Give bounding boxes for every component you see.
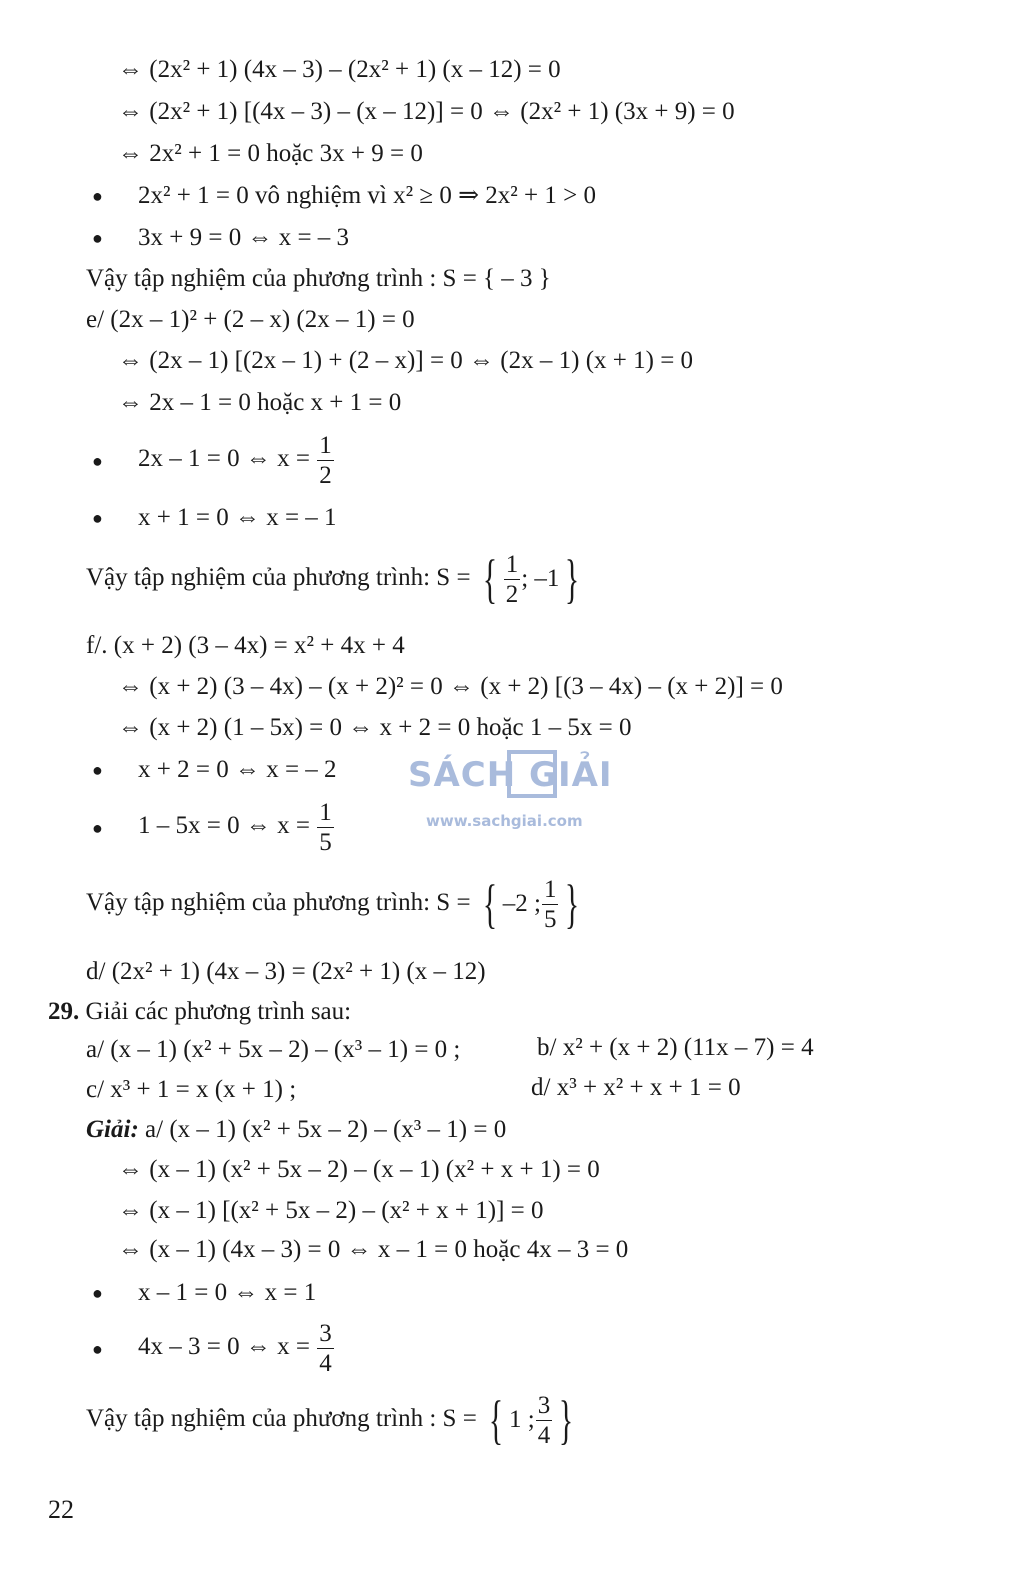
conclusion: [86, 1386, 579, 1453]
equation-line: ⇔ 2x – 1 = 0 hoặc x + 1 = 0: [118, 389, 402, 416]
problem-number: 29.: [48, 998, 80, 1025]
bullet-icon: ●: [92, 451, 103, 471]
problem-d-title: d/ (2x² + 1) (4x – 3) = (2x² + 1) (x – 12): [86, 958, 486, 985]
conclusion: [86, 870, 585, 937]
fraction: [317, 1321, 334, 1376]
right-brace: }: [565, 549, 580, 610]
bullet-text: x + 2 = 0 ⇔ x = – 2: [138, 756, 337, 783]
solution-set: [477, 871, 586, 937]
equation-line: ⇔ (2x – 1) [(2x – 1) + (2 – x)] = 0 ⇔ (2x – 1) (x + 1) = 0: [118, 347, 694, 374]
bullet-icon: ●: [92, 1283, 103, 1303]
bullet-icon: ●: [92, 228, 103, 248]
bullet-text: 3x + 9 = 0 ⇔ x = – 3: [138, 224, 350, 251]
bullet-text: x – 1 = 0 ⇔ x = 1: [138, 1279, 317, 1306]
denominator: 5: [319, 828, 332, 856]
fraction: [504, 552, 521, 607]
equation-line: ⇔ 2x² + 1 = 0 hoặc 3x + 9 = 0: [118, 140, 423, 167]
bullet-text: [138, 1317, 335, 1377]
right-brace: }: [565, 874, 580, 935]
problem-29-heading: [48, 997, 351, 1027]
numerator: 1: [543, 875, 557, 903]
left-brace: {: [482, 549, 497, 610]
watermark-url: www.sachgiai.com: [426, 812, 583, 830]
bullet-text: 2x² + 1 = 0 vô nghiệm vì x² ≥ 0 ⇒ 2x² + 1 > 0: [138, 182, 596, 209]
subproblem-a: a/ (x – 1) (x² + 5x – 2) – (x³ – 1) = 0 ;: [86, 1036, 461, 1063]
equation-line: ⇔ (x – 1) (x² + 5x – 2) – (x – 1) (x² + x + 1) = 0: [118, 1156, 600, 1183]
fraction: [536, 1393, 553, 1448]
bullet-icon: ●: [92, 760, 103, 780]
numerator: 3: [537, 1391, 551, 1419]
equation-line: ⇔ (2x² + 1) (4x – 3) – (2x² + 1) (x – 12) = 0: [118, 56, 561, 83]
bullet-text: [138, 796, 335, 856]
conclusion-text: Vậy tập nghiệm của phương trình: S =: [86, 889, 471, 916]
bullet-expression: 1 – 5x = 0 ⇔ x =: [138, 812, 310, 839]
fraction: [317, 433, 334, 488]
set-element: 1 ;: [508, 1406, 535, 1434]
bullet-expression: 2x – 1 = 0 ⇔ x =: [138, 445, 310, 472]
denominator: 2: [505, 580, 519, 608]
bullet-text: [138, 429, 335, 489]
denominator: 5: [543, 905, 557, 933]
solution-first-line: a/ (x – 1) (x² + 5x – 2) – (x³ – 1) = 0: [145, 1116, 507, 1143]
fraction: [542, 877, 559, 932]
subproblem-d: d/ x³ + x² + x + 1 = 0: [531, 1074, 741, 1101]
bullet-icon: ●: [92, 818, 103, 838]
problem-f-title: f/. (x + 2) (3 – 4x) = x² + 4x + 4: [86, 632, 405, 659]
equation-line: ⇔ (x – 1) [(x² + 5x – 2) – (x² + x + 1)] = 0: [118, 1197, 544, 1224]
set-element: –2 ;: [502, 890, 541, 918]
equation-line: ⇔ (x – 1) (4x – 3) = 0 ⇔ x – 1 = 0 hoặc 4x – 3 = 0: [118, 1236, 629, 1263]
watermark-brand: SÁCH GIẢI: [408, 755, 613, 795]
bullet-icon: ●: [92, 1339, 103, 1359]
equation-line: ⇔ (2x² + 1) [(4x – 3) – (x – 12)] = 0 ⇔ (2x² + 1) (3x + 9) = 0: [118, 98, 735, 125]
numerator: 1: [319, 798, 332, 826]
left-brace: {: [488, 1390, 504, 1451]
bullet-icon: ●: [92, 186, 103, 206]
conclusion-text: Vậy tập nghiệm của phương trình: S =: [86, 564, 471, 591]
conclusion-text: Vậy tập nghiệm của phương trình : S =: [86, 1405, 477, 1432]
solution-set: [477, 546, 586, 612]
numerator: 1: [505, 550, 519, 578]
solution-start: [86, 1115, 506, 1145]
solution-set: [483, 1387, 579, 1453]
left-brace: {: [482, 874, 497, 935]
bullet-expression: 4x – 3 = 0 ⇔ x =: [138, 1333, 310, 1360]
problem-e-title: e/ (2x – 1)² + (2 – x) (2x – 1) = 0: [86, 306, 415, 333]
problem-title: Giải các phương trình sau:: [85, 998, 352, 1025]
set-element: ; –1: [521, 565, 560, 593]
conclusion: Vậy tập nghiệm của phương trình : S = { – 3 }: [86, 265, 551, 292]
bullet-icon: ●: [92, 508, 103, 528]
right-brace: }: [559, 1390, 574, 1451]
numerator: 1: [319, 431, 332, 459]
fraction: [317, 800, 334, 855]
page-number: 22: [48, 1495, 74, 1524]
solution-label: Giải:: [86, 1116, 139, 1143]
denominator: 2: [319, 461, 332, 489]
numerator: 3: [319, 1319, 332, 1347]
subproblem-c: c/ x³ + 1 = x (x + 1) ;: [86, 1076, 297, 1103]
bullet-text: x + 1 = 0 ⇔ x = – 1: [138, 504, 337, 531]
conclusion: [86, 545, 585, 612]
equation-line: ⇔ (x + 2) (1 – 5x) = 0 ⇔ x + 2 = 0 hoặc 1 – 5x = 0: [118, 714, 632, 741]
denominator: 4: [537, 1421, 551, 1449]
watermark: [408, 750, 628, 830]
denominator: 4: [319, 1349, 332, 1377]
subproblem-b: b/ x² + (x + 2) (11x – 7) = 4: [537, 1034, 814, 1061]
equation-line: ⇔ (x + 2) (3 – 4x) – (x + 2)² = 0 ⇔ (x + 2) [(3 – 4x) – (x + 2)] = 0: [118, 673, 783, 700]
